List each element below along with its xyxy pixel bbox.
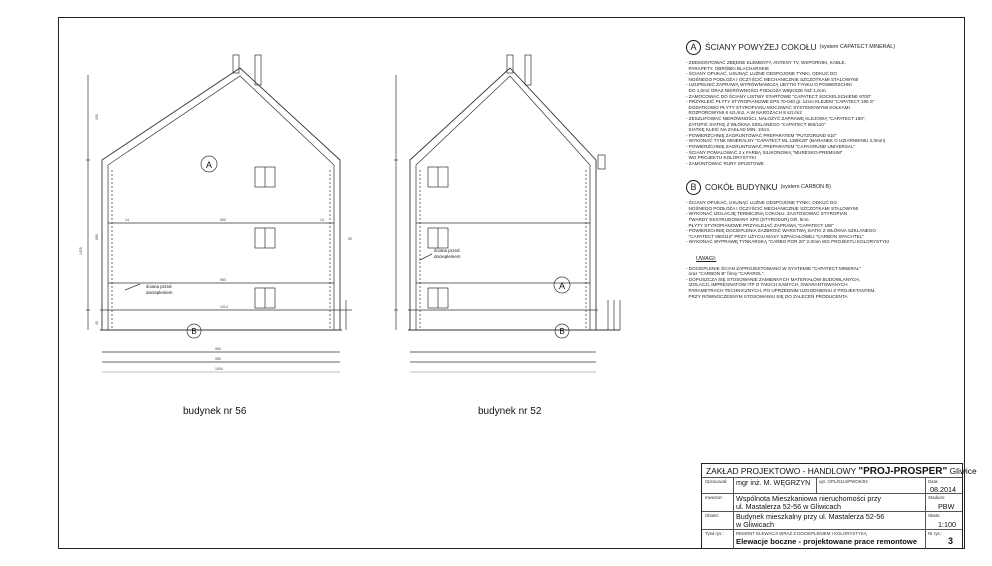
nr-label: Nr rys.: — [928, 531, 943, 536]
inwestor-line1: Wspólnota Mieszkaniowa nieruchomości przy — [736, 494, 882, 503]
data-label: Data: — [928, 479, 939, 484]
stadium-value: PBW — [938, 502, 955, 511]
section_b-line: TWARDY EKSTRUDOWANY XPS (STYRODUR) GR. 5cm. — [686, 217, 810, 223]
dim-label: 960 — [215, 347, 221, 351]
section_b-line: "CAPATECT 650/110" PRZY UŻYCIU MASY SZPACHLOWEJ "CARBON SPACHTEL" — [686, 233, 864, 239]
label-a-52: A — [558, 281, 566, 291]
section_a-line: - WYKONAĆ TYNK MINERALNY "CAPATECT ML 139/K20" (BARANEK O UZIARNIENIU 2,0mm) — [686, 138, 886, 144]
label-b-56: B — [191, 327, 197, 336]
upr-value: upr. OPL/0114/PWOK/04 — [819, 479, 868, 484]
label-b-52: B — [559, 327, 565, 336]
section_a-line: ZATOPIĆ SIATKĘ Z WŁÓKNA SZKLANEGO "CAPATECT 650/110" — [686, 121, 826, 127]
caption-building-52: budynek nr 52 — [478, 406, 542, 417]
section-b-system: (system CARBON B) — [780, 183, 831, 190]
section_a-line: - ZAMOCOWAĆ DO ŚCIANY LISTWY STARTOWE "CAPATECT SOCKELSCHIENE 6700" — [686, 93, 872, 99]
section_a-line: - ŚCIANY POMALOWAĆ 2 x FARBĄ SILIKONOWĄ "MURESKO-PREMIUM" — [686, 149, 843, 155]
section_a-line: - PRZYKLEIĆ PŁYTY STYROPIANOWE EPS 70-040 gr. 14cm KLEJEM "CAPATECT 190 S" — [686, 99, 875, 105]
skala-value: 1:100 — [938, 520, 956, 529]
section-b-marker: B — [686, 180, 701, 195]
dim-label: 983 — [215, 357, 221, 361]
section-a-marker: A — [686, 40, 701, 55]
tytul-line2: Elewacje boczne - projektowane prace remontowe — [736, 537, 918, 546]
nr-value: 3 — [948, 536, 954, 546]
elevation-52 — [394, 55, 620, 372]
section_a-line: PARAPETY, OBRÓBKI BLACHARSKIE — [686, 65, 770, 71]
section_a-line: ROZPOROWYMI 6 szt./m2, A W NAROŻACH 8 szt./m2 — [686, 110, 802, 116]
section_a-line: - POWIERZCHNIĘ ZAGRUNTOWAĆ PREPARATEM "PUTZGRUND 610" — [686, 132, 837, 138]
callout-52-line2: dociepleniem — [434, 254, 461, 259]
caption-building-56: budynek nr 56 — [183, 406, 247, 417]
dim-label: 960 — [220, 218, 226, 222]
dim-label: 1014 — [220, 305, 228, 309]
obiekt-label: Obiekt: — [705, 513, 719, 518]
inwestor-label: Inwestor: — [705, 495, 723, 500]
uwagi-line: oraz "CARBON B" firmy "CAPAROL". — [686, 271, 765, 277]
section_a-line: DO 1,0m2 ORAZ NIERÓWNOŚCI PODŁOŻA WIĘKSZE NIŻ 1,0cm. — [686, 87, 827, 93]
section_a-line: - ZAMONTOWAĆ RURY SPUSTOWE — [686, 160, 764, 166]
uwagi-line: - DOPUSZCZA SIĘ STOSOWANIE ZAMIENNYCH MATERIAŁÓW BUDOWLANYCH, — [686, 276, 860, 282]
dim-label: 1004 — [215, 367, 223, 371]
company-line — [706, 466, 977, 477]
section_b-line: - WYKONAĆ IZOLACJĘ TERMICZNĄ COKOŁU. ZASTOSOWAĆ STYROPIAN — [686, 211, 848, 217]
obiekt-line1: Budynek mieszkalny przy ul. Mastalerza 52-56 — [736, 512, 885, 521]
callout-56-line2: dociepleniem — [146, 290, 173, 295]
section-a-title: ŚCIANY POWYŻEJ COKOŁU — [705, 41, 817, 52]
dim-label: 14 — [125, 218, 129, 222]
skala-label: Skala: — [928, 513, 941, 518]
section_a-line: - ZDEMONTOWAĆ ZBĘDNE ELEMENTY, ANTENY TV, WSPORNIKI, KABLE, — [686, 60, 846, 65]
notes-column — [686, 40, 958, 299]
stadium-label: Stadium: — [928, 495, 946, 500]
section_a-line: - ŚCIANY OPUKAĆ, USUNĄĆ LUŹNE ODSPOJONE TYNKI, ODKUĆ DO — [686, 71, 837, 77]
section_b-line: PŁYTY STYROPIANOWE PRZYKLEJAĆ ZAPRAWĄ "CAPATECT 190" — [686, 222, 834, 228]
section_a-line: NOŚNEGO PODŁOŻA I OCZYŚCIĆ MECHANICZNIE SZCZOTKAMI STALOWYMI — [686, 76, 859, 82]
section_a-line: - POWIERZCHNIĘ ZAGRUNTOWAĆ PREPARATEM "CAPAGRUND UNIVERSAL" — [686, 143, 856, 149]
dim-label: 450 — [95, 114, 99, 120]
callout-52-line1: ściana przed — [434, 248, 460, 253]
tytul-label: Tytuł rys.: — [705, 531, 724, 536]
uwagi-line: PRZY RÓWNOCZESNYM STOSOWANIU SIĘ DO ZALECEŃ PRODUCENTA. — [686, 293, 849, 299]
obiekt-line2: w Gliwicach — [736, 520, 774, 529]
opracowal-label: Opracował: — [705, 479, 728, 484]
section_a-line: - UZUPEŁNIĆ ZAPRAWĄ WYRÓWNAWCZĄ UBYTKI TYNKU O POWIERZCHNI — [686, 82, 852, 88]
uwagi-line: - DOCIEPLENIE ŚCIAN ZAPROJEKTOWANO W SYSTEMIE "CAPATECT MINERAL" — [686, 265, 862, 271]
uwagi-title: UWAGI: — [696, 256, 717, 263]
elevation-56 — [86, 55, 352, 372]
section_b-line: - POWIERZCHNIĘ DOCIEPLENIA ZAZBROIĆ WARSTWĄ SIATKI Z WŁÓKNA SZKLANEGO — [686, 228, 876, 234]
uwagi-line: PARAMETRACH TECHNICZNYCH, PO UPRZEDNIM UZGODNIENIU Z PROJEKTANTEM, — [686, 288, 876, 293]
section-b-lines — [686, 200, 958, 245]
section_a-line: DODATKOWO PŁYTY STYROPIANU MOCOWAĆ SYSTEMOWYMI KOŁKAMI — [686, 104, 850, 110]
section-a-system: (system CAPATECT MINERAL) — [819, 43, 896, 50]
dim-label: 14 — [320, 218, 324, 222]
company-name: "PROJ-PROSPER" — [858, 466, 948, 477]
section_a-line: WG PROJEKTU KOLORYSTYKI — [686, 155, 756, 161]
uwagi-lines — [686, 266, 958, 300]
company-city: Gliwice — [949, 466, 977, 476]
dim-label: 983 — [220, 278, 226, 282]
opracowal-value: mgr inż. M. WĘGRZYN — [736, 478, 811, 487]
uwagi-line: IZOLACJI, IMPREGNATÓW ITP O TAKICH SAMYCH, GWARANTOWANYCH — [686, 282, 848, 288]
dim-label: 45 — [95, 321, 99, 325]
section-a-heading — [686, 40, 958, 55]
section-b-heading — [686, 180, 958, 195]
dim-label: 880 — [95, 234, 99, 240]
section_b-line: NOŚNEGO PODŁOŻA I OCZYŚCIĆ MECHANICZNIE SZCZOTKAMI STALOWYMI — [686, 205, 859, 211]
company-prefix: ZAKŁAD PROJEKTOWO - HANDLOWY — [706, 466, 856, 476]
tytul-line1: REMONT ELEWACJI WRAZ Z DOCIEPLENIEM I KOLORYSTYKĄ — [736, 531, 867, 536]
dim-label: 30 — [348, 237, 352, 241]
section_b-line: - ŚCIANY OPUKAĆ, USUNĄĆ LUŹNE ODSPOJONE TYNKI, ODKUĆ DO — [686, 200, 837, 206]
data-value: 08.2014 — [930, 485, 956, 494]
section_b-line: - WYKONAĆ WYPRAWĘ TYNKARSKĄ "CARBO POR 20" 2,0mm WG PROJEKTU KOLORYSTYKI — [686, 239, 890, 245]
dim-label: 1425 — [79, 247, 83, 255]
section_a-line: - ZESZLIFOWAĆ NIERÓWNOŚCI, NAŁOŻYĆ ZAPRAWĘ KLEJOWĄ "CAPATECT 190", — [686, 115, 866, 121]
inwestor-line2: ul. Mastalerza 52-56 w Gliwicach — [736, 502, 842, 511]
callout-56-line1: ściana przed — [146, 284, 172, 289]
label-a-56: A — [205, 160, 213, 170]
section-a-lines — [686, 60, 958, 166]
section-b-title: COKÓŁ BUDYNKU — [705, 181, 778, 192]
section_a-line: SIATKĘ KLEIĆ NA ZAKŁAD MIN. 10cm. — [686, 127, 771, 133]
title-block — [701, 463, 977, 549]
